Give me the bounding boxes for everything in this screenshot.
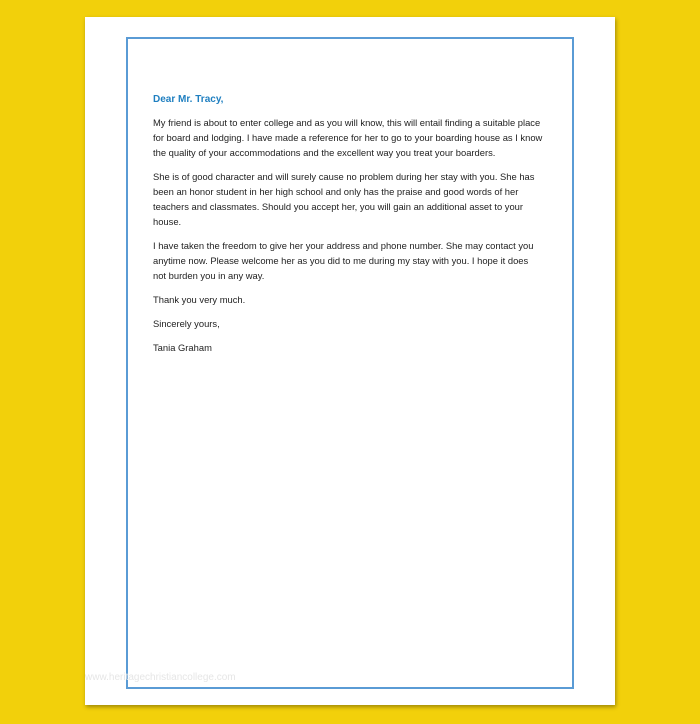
- thank-you-line: Thank you very much.: [153, 294, 246, 305]
- letter-body: [153, 92, 543, 364]
- closing: Sincerely yours,: [153, 318, 220, 329]
- watermark: www.heritagechristiancollege.com: [85, 672, 236, 683]
- signature: Tania Graham: [153, 342, 212, 353]
- salutation: Dear Mr. Tracy,: [153, 94, 224, 105]
- paragraph-2: She is of good character and will surely cause no problem during her stay with you. She has been an honor student in her high school and only has the praise and good words of her teachers and classmates. Should you accept her, you will gain an additional asset to your house.: [153, 171, 535, 227]
- paragraph-3: I have taken the freedom to give her your address and phone number. She may contact you anytime now. Please welcome her as you did to me during my stay with you. I hope it does not burden you in any way.: [153, 240, 534, 281]
- letter-page: [85, 17, 615, 705]
- paragraph-1: My friend is about to enter college and as you will know, this will entail finding a suitable place for board and lodging. I have made a reference for her to go to your boarding house as I know the quality of your accommodations and the excellent way you treat your boarders.: [153, 117, 543, 158]
